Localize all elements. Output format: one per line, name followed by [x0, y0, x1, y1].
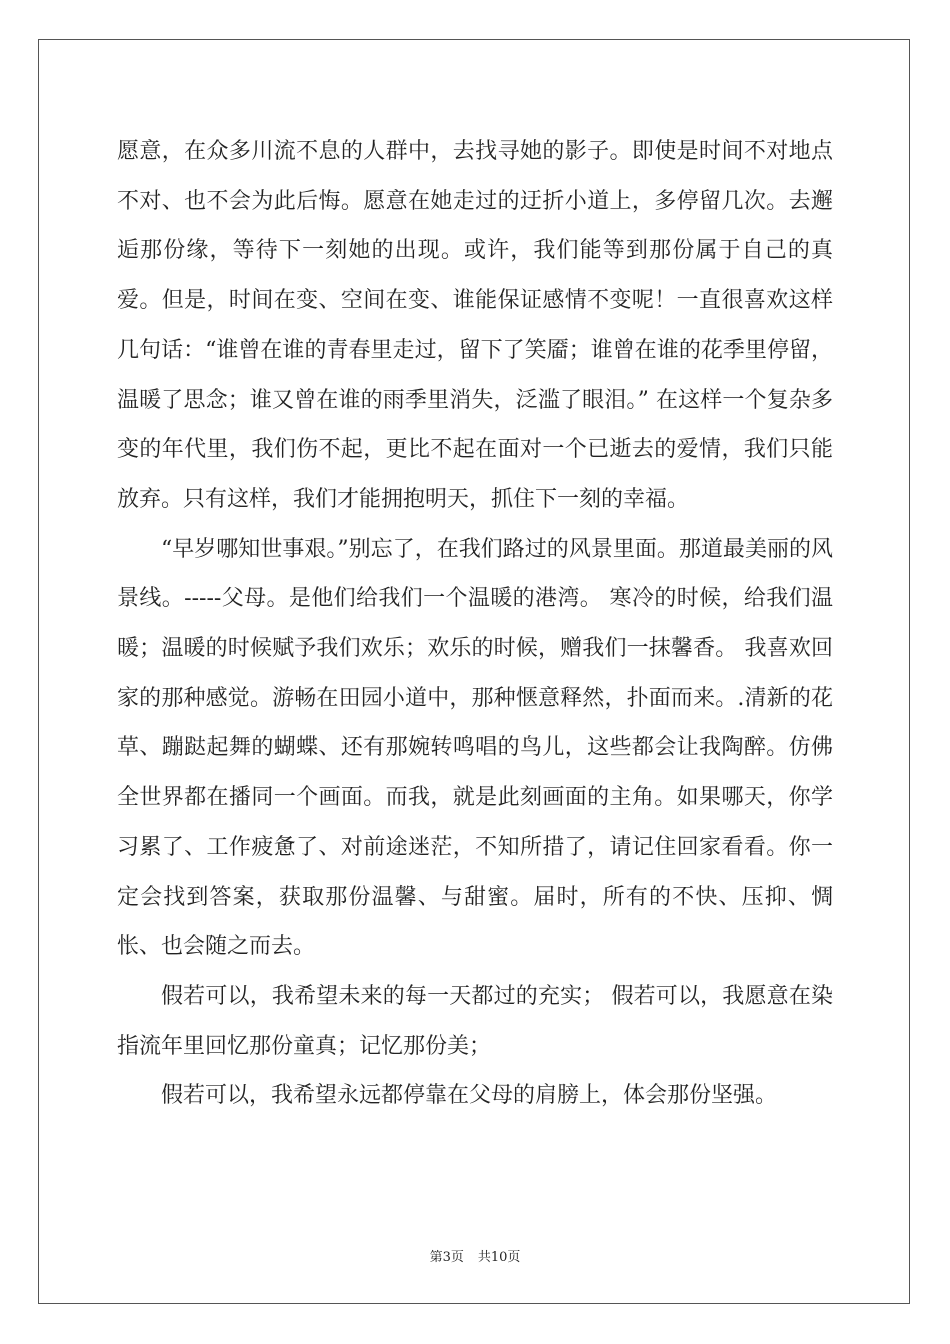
document-body: [117, 127, 833, 1121]
page-number: 第3页: [429, 1250, 464, 1265]
paragraph-3: 假若可以，我希望未来的每一天都过的充实； 假若可以，我愿意在染指流年里回忆那份童真；记忆那份美；: [117, 983, 833, 1059]
paragraph-4: 假若可以，我希望永远都停靠在父母的肩膀上，体会那份坚强。: [161, 1083, 778, 1109]
paragraph-2: “早岁哪知世事艰。”别忘了，在我们路过的风景里面。那道最美丽的风景线。-----父母。是他们给我们一个温暖的港湾。 寒冷的时候，给我们温暖；温暖的时候赋予我们欢乐；欢乐的时候，赠我们一抹馨香。 我喜欢回家的那种感觉。游畅在田园小道中，那种惬意释然，扑面而来。.清新的花草、蹦跶起舞的蝴蝶、还有那婉转鸣唱的鸟儿，这些都会让我陶醉。仿佛全世界都在播同一个画面。而我，就是此刻画面的主角。如果哪天，你学习累了、工作疲惫了、对前途迷茫，不知所措了，请记住回家看看。你一定会找到答案，获取那份温馨、与甜蜜。届时，所有的不快、压抑、惆怅、也会随之而去。: [117, 536, 833, 960]
page-total: 共10页: [477, 1250, 521, 1265]
page-footer: [0, 1246, 950, 1265]
paragraph-1: 愿意，在众多川流不息的人群中，去找寻她的影子。即使是时间不对地点不对、也不会为此后悔。愿意在她走过的迂折小道上，多停留几次。去邂逅那份缘，等待下一刻她的出现。或许，我们能等到那份属于自己的真爱。但是，时间在变、空间在变、谁能保证感情不变呢！一直很喜欢这样几句话：“谁曾在谁的青春里走过，留下了笑靥；谁曾在谁的花季里停留，温暖了思念；谁又曾在谁的雨季里消失，泛滥了眼泪。” 在这样一个复杂多变的年代里，我们伤不起，更比不起在面对一个已逝去的爱情，我们只能放弃。只有这样，我们才能拥抱明天，抓住下一刻的幸福。: [117, 139, 833, 512]
